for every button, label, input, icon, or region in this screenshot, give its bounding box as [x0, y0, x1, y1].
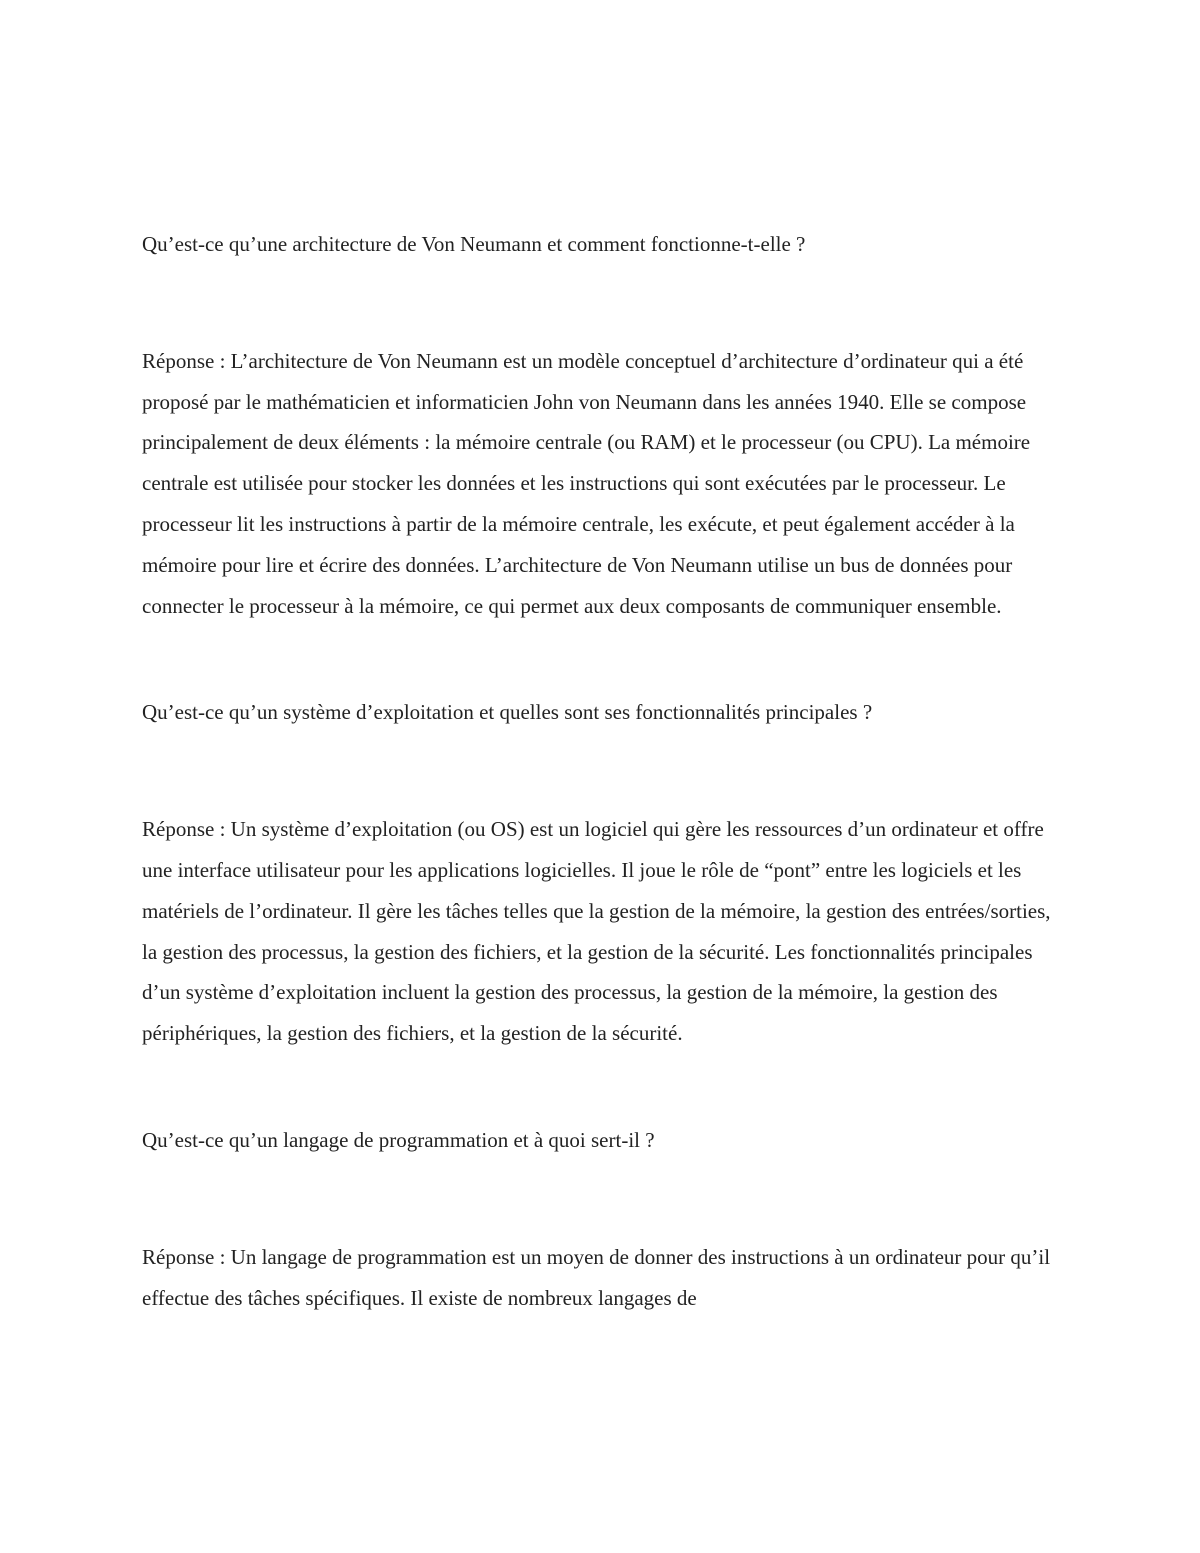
spacer [142, 626, 1067, 692]
spacer [142, 1161, 1067, 1237]
spacer [142, 733, 1067, 809]
answer-1: Réponse : L’architecture de Von Neumann est un modèle conceptuel d’architecture d’ordinateur qui a été proposé par le mathématicien et informaticien John von Neumann dans les années 1940. Elle se compose principalement de deux éléments : la mémoire centrale (ou RAM) et le processeur (ou CPU). La mémoire centrale est utilisée pour stocker les données et les instructions qui sont exécutées par le processeur. Le processeur lit les instructions à partir de la mémoire centrale, les exécute, et peut également accéder à la mémoire pour lire et écrire des données. L’architecture de Von Neumann utilise un bus de données pour connecter le processeur à la mémoire, ce qui permet aux deux composants de communiquer ensemble. [142, 348, 1031, 618]
document-body [142, 224, 1067, 1318]
question-2: Qu’est-ce qu’un système d’exploitation et quelles sont ses fonctionnalités principales ? [142, 700, 873, 725]
answer-2: Réponse : Un système d’exploitation (ou OS) est un logiciel qui gère les ressources d’un ordinateur et offre une interface utilisateur pour les applications logicielles. Il joue le rôle de “pont” entre les logiciels et les matériels de l’ordinateur. Il gère les tâches telles que la gestion de la mémoire, la gestion des entrées/sorties, la gestion des processus, la gestion des fichiers, et la gestion de la sécurité. Les fonctionnalités principales d’un système d’exploitation incluent la gestion des processus, la gestion de la mémoire, la gestion des périphériques, la gestion des fichiers, et la gestion de la sécurité. [142, 817, 1051, 1046]
answer-3: Réponse : Un langage de programmation est un moyen de donner des instructions à un ordinateur pour qu’il effectue des tâches spécifiques. Il existe de nombreux langages de [142, 1244, 1051, 1310]
question-3: Qu’est-ce qu’un langage de programmation et à quoi sert-il ? [142, 1127, 655, 1152]
spacer [142, 1054, 1067, 1120]
question-1: Qu’est-ce qu’une architecture de Von Neumann et comment fonctionne-t-elle ? [142, 232, 806, 256]
spacer [142, 265, 1067, 341]
